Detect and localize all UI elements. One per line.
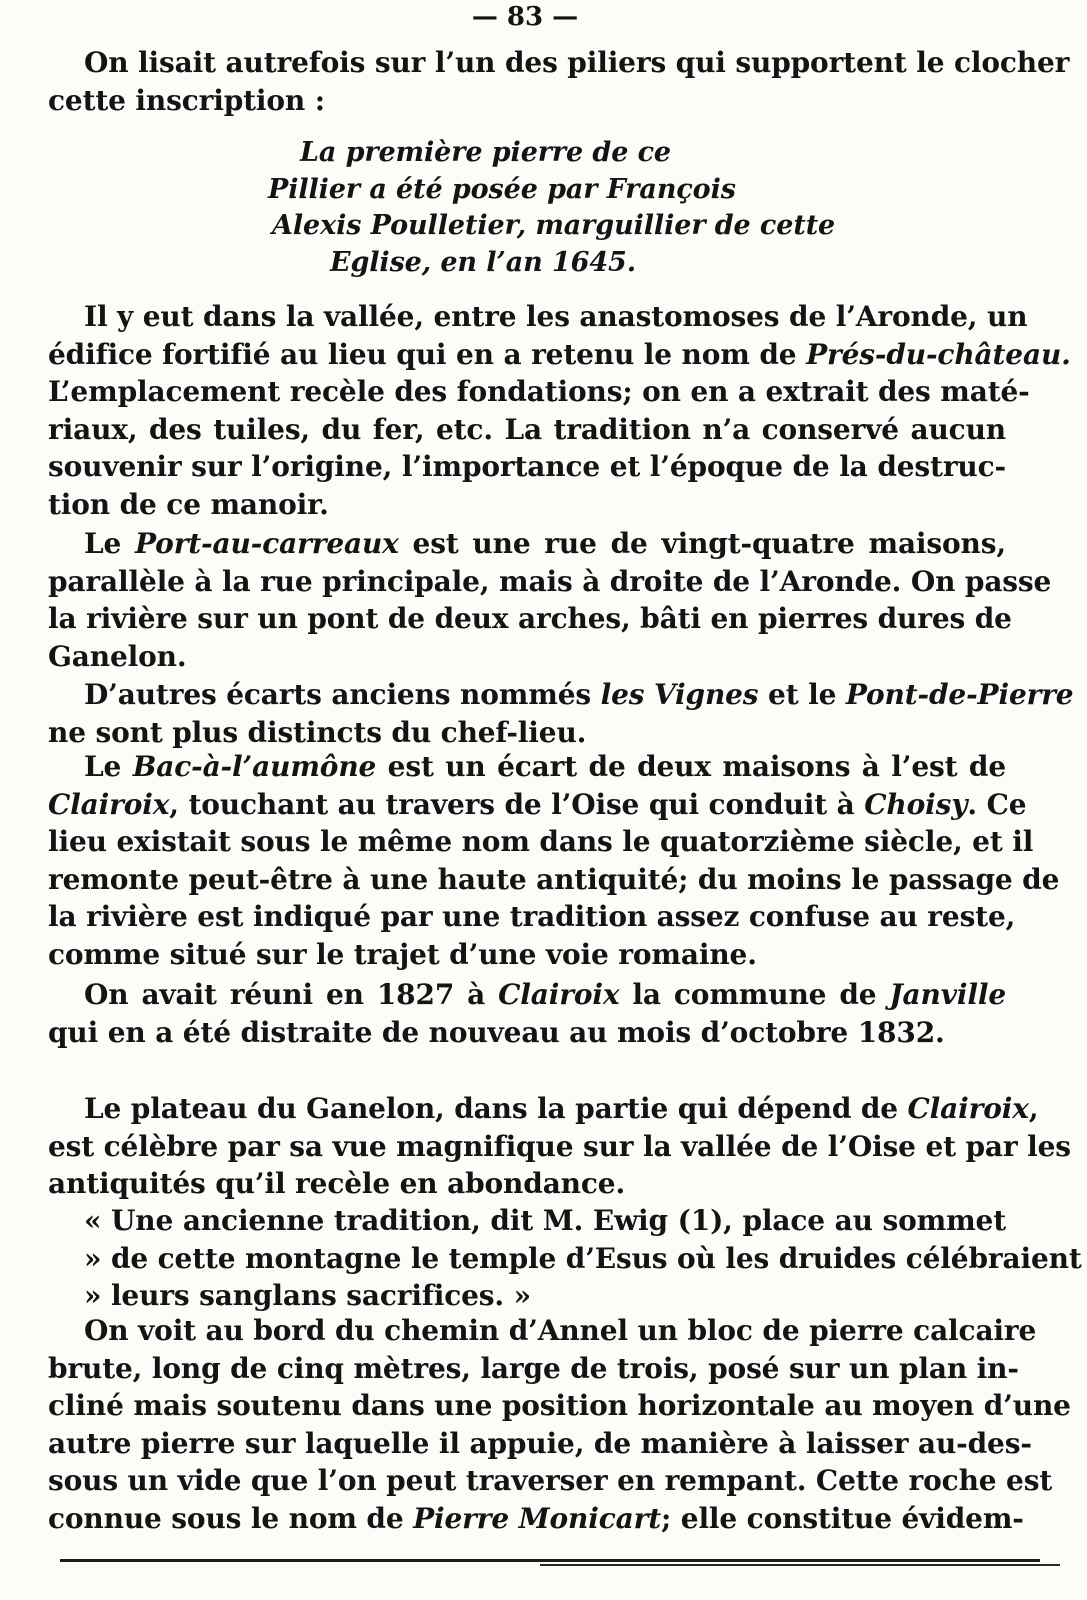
place-name: Clairoix — [907, 1092, 1029, 1125]
text-line: la rivière sur un pont de deux arches, bâti en pierres dures de — [48, 602, 1012, 635]
text-line: » de cette montagne le temple d’Esus où les druides célébraient — [84, 1241, 1082, 1275]
place-name: Clairoix — [498, 978, 620, 1011]
text-line: lieu existait sous le même nom dans le quatorzième siècle, et il — [48, 825, 1034, 858]
place-name: Bac-à-l’aumône — [132, 750, 377, 783]
text-line: Ganelon. — [48, 639, 187, 673]
footnote-rule — [60, 1559, 1040, 1562]
text-line: connue sous le nom de Pierre Monicart; elle constitue évidem- — [48, 1501, 1024, 1535]
text-line: antiquités qu’il recèle en abondance. — [48, 1167, 626, 1200]
text-line: On lisait autrefois sur l’un des piliers qui supportent le clocher — [84, 46, 1070, 79]
text-line: « Une ancienne tradition, dit M. Ewig (1), place au sommet — [84, 1204, 1006, 1237]
place-name: les Vignes — [600, 678, 759, 711]
text-line: » leurs sanglans sacrifices. » — [84, 1279, 531, 1312]
place-name: Pont-de-Pierre — [845, 678, 1074, 711]
text-line: cliné mais soutenu dans une position horizontale au moyen d’une — [48, 1389, 1071, 1422]
place-name: Port-au-carreaux — [135, 527, 399, 560]
text-line: cette inscription : — [48, 83, 325, 117]
inscription-line: Alexis Poulletier, marguillier de cette — [272, 210, 836, 241]
text-line: comme situé sur le trajet d’une voie romaine. — [48, 937, 757, 971]
text-line: Le Port-au-carreaux est une rue de vingt-quatre maisons, — [84, 527, 1006, 560]
text-line: tion de ce manoir. — [48, 487, 329, 521]
text-line: riaux, des tuiles, du fer, etc. La tradition n’a conservé aucun — [48, 412, 1006, 446]
text-line: Le plateau du Ganelon, dans la partie qui dépend de Clairoix, — [84, 1092, 1039, 1125]
text-line: souvenir sur l’origine, l’importance et l’époque de la destruc- — [48, 450, 1006, 483]
place-name: Janville — [889, 978, 1006, 1011]
paragraph-bac-a-laumone — [48, 748, 1060, 973]
text-line: Il y eut dans la vallée, entre les anastomoses de l’Aronde, un — [84, 300, 1028, 333]
paragraph-janville — [48, 976, 1006, 1051]
text-line: sous un vide que l’on peut traverser en rempant. Cette roche est — [48, 1464, 1053, 1497]
paragraph-port-au-carreaux — [48, 525, 1052, 675]
inscription-line: Pillier a été posée par François — [268, 173, 736, 205]
text-line: la rivière est indiqué par une tradition assez confuse au reste, — [48, 900, 1016, 933]
intro-paragraph — [48, 44, 1070, 119]
text-line: parallèle à la rue principale, mais à droite de l’Aronde. On passe — [48, 564, 1052, 598]
text-line: brute, long de cinq mètres, large de trois, posé sur un plan in- — [48, 1351, 1019, 1385]
text-line: qui en a été distraite de nouveau au mois d’octobre 1832. — [48, 1015, 945, 1049]
text-line: ne sont plus distincts du chef-lieu. — [48, 715, 587, 749]
inscription-block — [250, 135, 836, 281]
text-line: On avait réuni en 1827 à Clairoix la commune de Janville — [84, 978, 1006, 1011]
place-name: Prés-du-château. — [806, 337, 1071, 371]
footnote-rule-secondary — [540, 1564, 1060, 1566]
inscription-line: Eglise, en l’an 1645. — [330, 246, 636, 278]
text-line: Clairoix, touchant au travers de l’Oise qui conduit à Choisy. Ce — [48, 787, 1027, 821]
place-name: Clairoix — [48, 787, 170, 821]
text-line: On voit au bord du chemin d’Annel un bloc de pierre calcaire — [84, 1314, 1037, 1347]
paragraph-manor — [48, 298, 1071, 523]
text-line: D’autres écarts anciens nommés les Vignes et le Pont-de-Pierre — [84, 678, 1074, 711]
text-line: est célèbre par sa vue magnifique sur la vallée de l’Oise et par les — [48, 1129, 1071, 1163]
inscription-line: La première pierre de ce — [300, 137, 671, 168]
text-line: Le Bac-à-l’aumône est un écart de deux maisons à l’est de — [84, 750, 1006, 783]
place-name: Choisy — [864, 787, 968, 821]
page-number: — 83 — — [471, 2, 579, 32]
paragraph-ganelon — [48, 1090, 1071, 1203]
paragraph-pierre-monicart — [48, 1312, 1071, 1537]
paragraph-quotation — [48, 1202, 1082, 1315]
text-line: L’emplacement recèle des fondations; on en a extrait des maté- — [48, 375, 1030, 408]
place-name: Pierre Monicart — [413, 1501, 661, 1535]
text-line: autre pierre sur laquelle il appuie, de manière à laisser au-des- — [48, 1426, 1032, 1460]
paragraph-ecarts — [48, 676, 1074, 751]
text-line: édifice fortifié au lieu qui en a retenu le nom de Prés-du-château. — [48, 337, 1071, 371]
text-line: remonte peut-être à une haute antiquité; du moins le passage de — [48, 862, 1060, 896]
